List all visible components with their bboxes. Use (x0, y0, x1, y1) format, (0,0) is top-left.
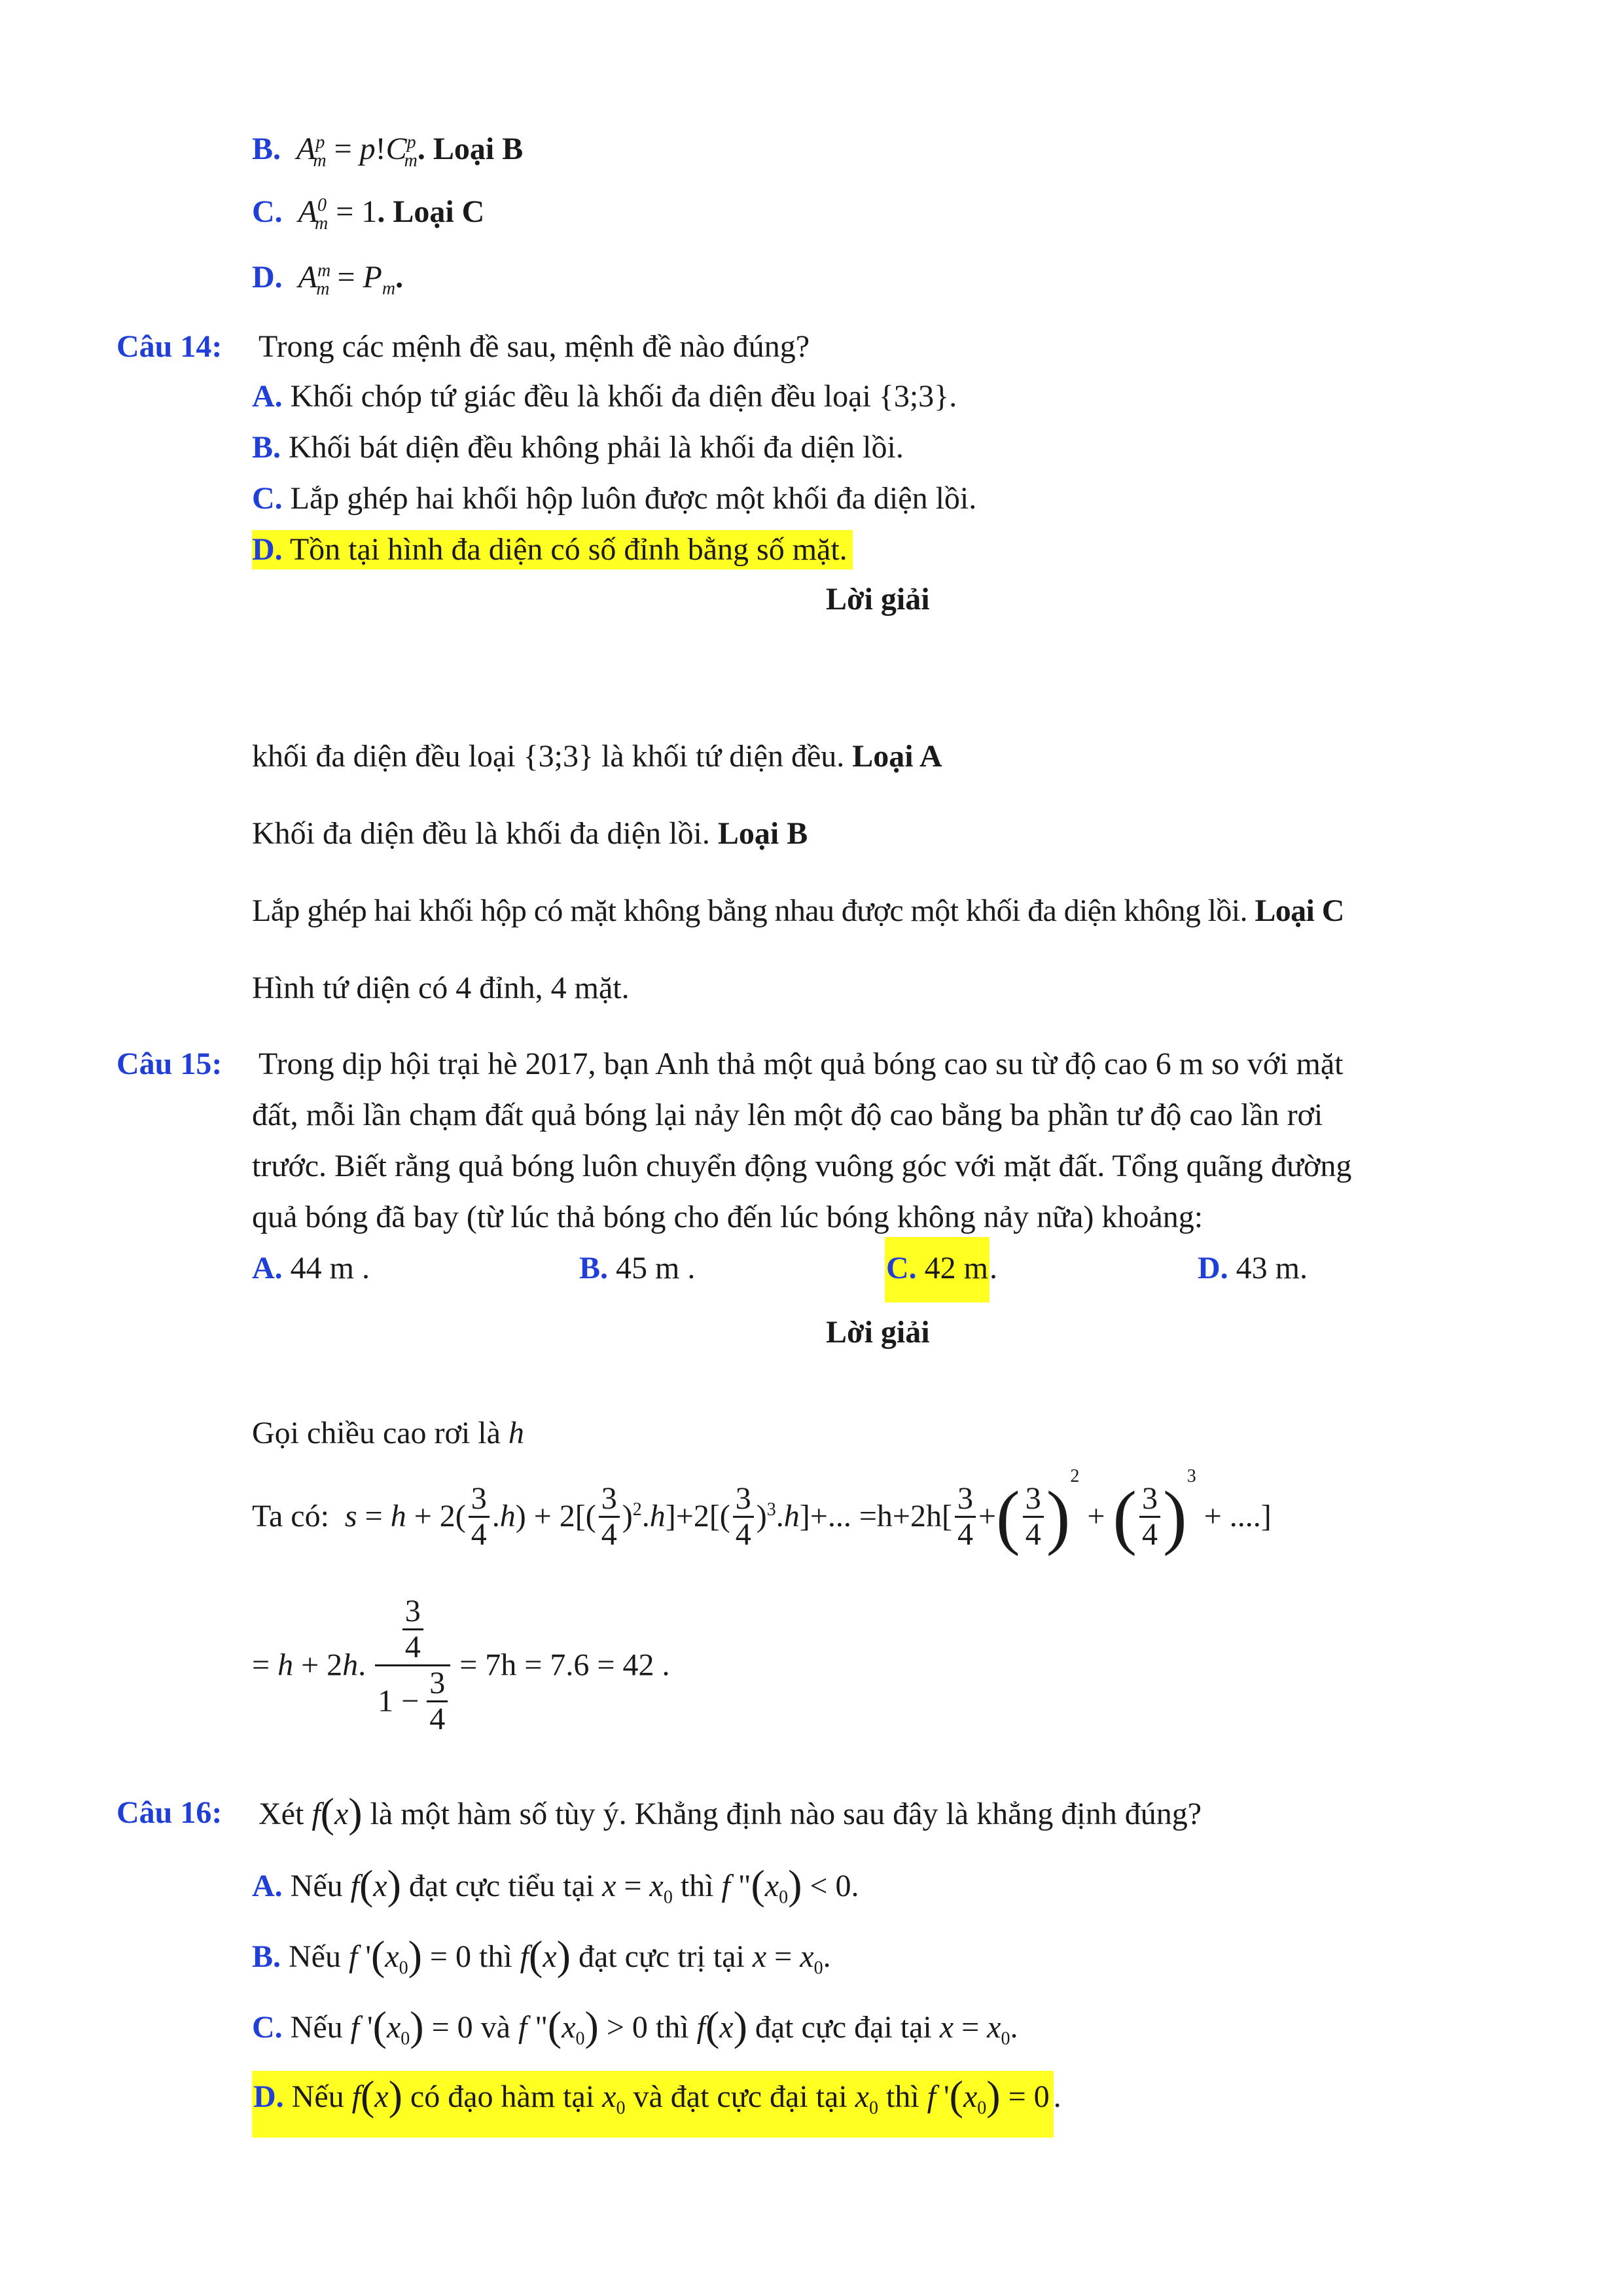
prev-option-c: C. $A^0_m = 1$. Loại C (252, 194, 485, 234)
q16-option-b[interactable]: B. Nếu f '$(x_0) = 0$ thì f(x) đạt cực trị tại $x = x_0$. (252, 1932, 831, 1979)
prev-option-b: B. $A^p_m = p!C^p_m$. Loại B (252, 132, 524, 171)
q15-option-b[interactable]: B. 45 m . (579, 1251, 696, 1285)
q14-option-d-correct[interactable]: D. Tồn tại hình đa diện có số đỉnh bằng số mặt. (252, 530, 853, 569)
question-15-line-4: quả bóng đã bay (từ lúc thả bóng cho đến lúc bóng không nảy nữa) khoảng: (252, 1200, 1204, 1234)
formula-c: $A^0_m = 1$ (290, 194, 378, 234)
question-14-text: Trong các mệnh đề sau, mệnh đề nào đúng? (259, 329, 810, 364)
question-15-line-2: đất, mỗi lần chạm đất quả bóng lại nảy lên một độ cao bằng ba phần tư độ cao lần rơi (252, 1098, 1323, 1132)
q15-option-d[interactable]: D. 43 m. (1198, 1251, 1308, 1285)
question-15-line-1: Trong dịp hội trại hè 2017, bạn Anh thả một quả bóng cao su từ độ cao 6 m so với mặt (259, 1047, 1344, 1081)
q16-option-d-correct[interactable]: D. Nếu f(x) có đạo hàm tại $x_0$ và đạt cực đại tại $x_0$ thì f '$(x_0) = 0$. (252, 2071, 1061, 2138)
prev-option-d: D. $A^m_m = P_m$. (252, 260, 404, 299)
formula-d: $A^m_m = P_m$ (290, 260, 396, 299)
q14-solution-line-1: khối đa diện đều loại {3;3} là khối tứ diện đều. Loại A (252, 739, 942, 774)
q15-option-a[interactable]: A. 44 m . (252, 1251, 370, 1285)
q15-solution-line-1: Gọi chiều cao rơi là h (252, 1416, 524, 1450)
q14-solution-line-2: Khối đa diện đều là khối đa diện lồi. Loại B (252, 816, 808, 851)
question-15-line-3: trước. Biết rằng quả bóng luôn chuyển động vuông góc với mặt đất. Tổng quãng đường (252, 1149, 1352, 1183)
q16-option-a[interactable]: A. Nếu f(x) đạt cực tiểu tại $x = x_0$ thì f "$(x_0) < 0$. (252, 1861, 859, 1908)
question-16-text: Xét f(x) là một hàm số tùy ý. Khẳng định nào sau đây là khẳng định đúng? (259, 1789, 1202, 1836)
q15-solution-result: = h + 2h. $\frac{3}{4}$ 1 − $\frac{3}{4}$ = 7h = 7.6 = 42 . (252, 1594, 670, 1736)
formula-b: $A^p_m = p!C^p_m$ (289, 132, 418, 171)
q14-option-b[interactable]: B. Khối bát diện đều không phải là khối đa diện lồi. (252, 430, 904, 465)
question-16-number: Câu 16: (116, 1795, 223, 1830)
q14-option-a[interactable]: A. Khối chóp tứ giác đều là khối đa diện đều loại {3;3}. (252, 379, 957, 414)
q16-option-c[interactable]: C. Nếu f '$(x_0) = 0$ và f "$(x_0) > 0$ thì f(x) đạt cực đại tại $x = x_0$. (252, 2003, 1018, 2049)
question-14-number: Câu 14: (116, 329, 223, 364)
q14-solution-title: Lời giải (826, 582, 930, 617)
q14-solution-line-3: Lắp ghép hai khối hộp có mặt không bằng nhau được một khối đa diện không lồi. Loại C (252, 893, 1344, 928)
q15-solution-title: Lời giải (826, 1315, 930, 1350)
q14-option-c[interactable]: C. Lắp ghép hai khối hộp luôn được một khối đa diện lồi. (252, 481, 977, 516)
q14-solution-line-4: Hình tứ diện có 4 đỉnh, 4 mặt. (252, 971, 630, 1005)
q15-option-c-correct[interactable]: C. 42 m. (885, 1237, 997, 1302)
q15-solution-series: Ta có: s = h + 2( $\frac{3}{4}$ .h) + 2[( $\frac{3}{4}$ )$^2$.h]+2[( $\frac{3}{4}$ )$^3$.h]+... =h+2h[ $\frac{3}{4}$ +( $\frac{3}{4}$ )$^2$ + ( $\frac{3}{4}$ )$^3$ + ....] (252, 1466, 1272, 1556)
question-15-number: Câu 15: (116, 1047, 223, 1081)
